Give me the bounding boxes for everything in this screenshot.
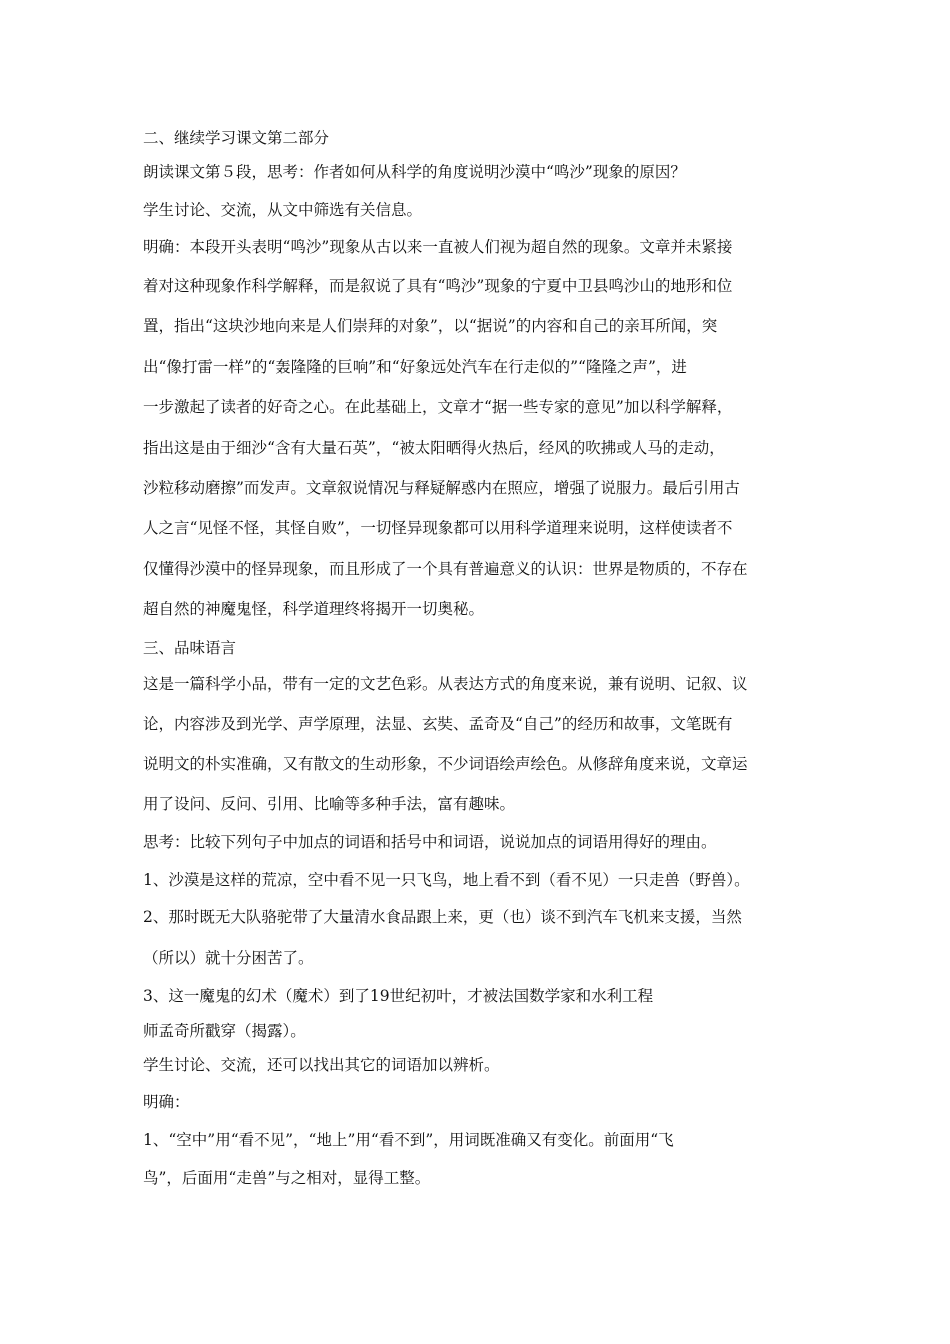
reading-prompt: 朗读课文第５段，思考：作者如何从科学的角度说明沙漠中“鸣沙”现象的原因？ (143, 163, 686, 181)
paragraph-line: 一步激起了读者的好奇之心。在此基础上，文章才“据一些专家的意见”加以科学解释， (143, 398, 733, 416)
paragraph-line: 明确：本段开头表明“鸣沙”现象从古以来一直被人们视为超自然的现象。文章并未紧接 (143, 238, 733, 256)
example-sentence-2-cont: （所以）就十分困苦了。 (143, 949, 314, 967)
paragraph-line: 指出这是由于细沙“含有大量石英”，“被太阳晒得火热后，经风的吹拂或人马的走动， (143, 439, 725, 457)
paragraph-line: 论，内容涉及到光学、声学原理，法显、玄奘、孟奇及“自己”的经历和故事，文笔既有 (143, 715, 733, 733)
example-sentence-2: 2、那时既无大队骆驼带了大量清水食品跟上来，更（也）谈不到汽车飞机来支援，当然 (143, 908, 742, 926)
paragraph-line: 用了设问、反问、引用、比喻等多种手法，富有趣味。 (143, 795, 516, 813)
example-sentence-3: 3、这一魔鬼的幻术（魔术）到了19世纪初叶，才被法国数学家和水利工程 (143, 987, 654, 1005)
paragraph-line: 人之言“见怪不怪，其怪自败”，一切怪异现象都可以用科学道理来说明，这样使读者不 (143, 519, 733, 537)
paragraph-line: 超自然的神魔鬼怪，科学道理终将揭开一切奥秘。 (143, 600, 485, 618)
discussion-note: 学生讨论、交流，从文中筛选有关信息。 (143, 201, 423, 219)
answer-line: 1、“空中”用“看不见”，“地上”用“看不到”，用词既准确又有变化。前面用“飞 (143, 1131, 674, 1149)
answer-line: 鸟”，后面用“走兽”与之相对，显得工整。 (143, 1169, 431, 1187)
paragraph-line: 说明文的朴实准确，又有散文的生动形象，不少词语绘声绘色。从修辞角度来说，文章运 (143, 755, 748, 773)
section-heading-3: 三、品味语言 (143, 639, 237, 657)
section-heading-2: 二、继续学习课文第二部分 (143, 129, 330, 147)
paragraph-line: 这是一篇科学小品，带有一定的文艺色彩。从表达方式的角度来说，兼有说明、记叙、议 (143, 675, 748, 693)
paragraph-line: 出“像打雷一样”的“轰隆隆的巨响”和“好象远处汽车在行走似的”“隆隆之声”，进 (143, 358, 687, 376)
paragraph-line: 置，指出“这块沙地向来是人们崇拜的对象”，以“据说”的内容和自己的亲耳所闻，突 (143, 317, 718, 335)
clarification-label: 明确： (143, 1093, 190, 1111)
example-sentence-1: 1、沙漠是这样的荒凉，空中看不见一只飞鸟，地上看不到（看不见）一只走兽（野兽）。 (143, 871, 750, 889)
thinking-question: 思考：比较下列句子中加点的词语和括号中和词语，说说加点的词语用得好的理由。 (143, 833, 717, 851)
discussion-note: 学生讨论、交流，还可以找出其它的词语加以辨析。 (143, 1056, 500, 1074)
paragraph-line: 着对这种现象作科学解释，而是叙说了具有“鸣沙”现象的宁夏中卫县鸣沙山的地形和位 (143, 277, 733, 295)
paragraph-line: 仅懂得沙漠中的怪异现象，而且形成了一个具有普遍意义的认识：世界是物质的，不存在 (143, 560, 748, 578)
paragraph-line: 沙粒移动磨擦”而发声。文章叙说情况与释疑解惑内在照应，增强了说服力。最后引用古 (143, 479, 740, 497)
example-sentence-3-cont: 师孟奇所戳穿（揭露）。 (143, 1022, 306, 1040)
